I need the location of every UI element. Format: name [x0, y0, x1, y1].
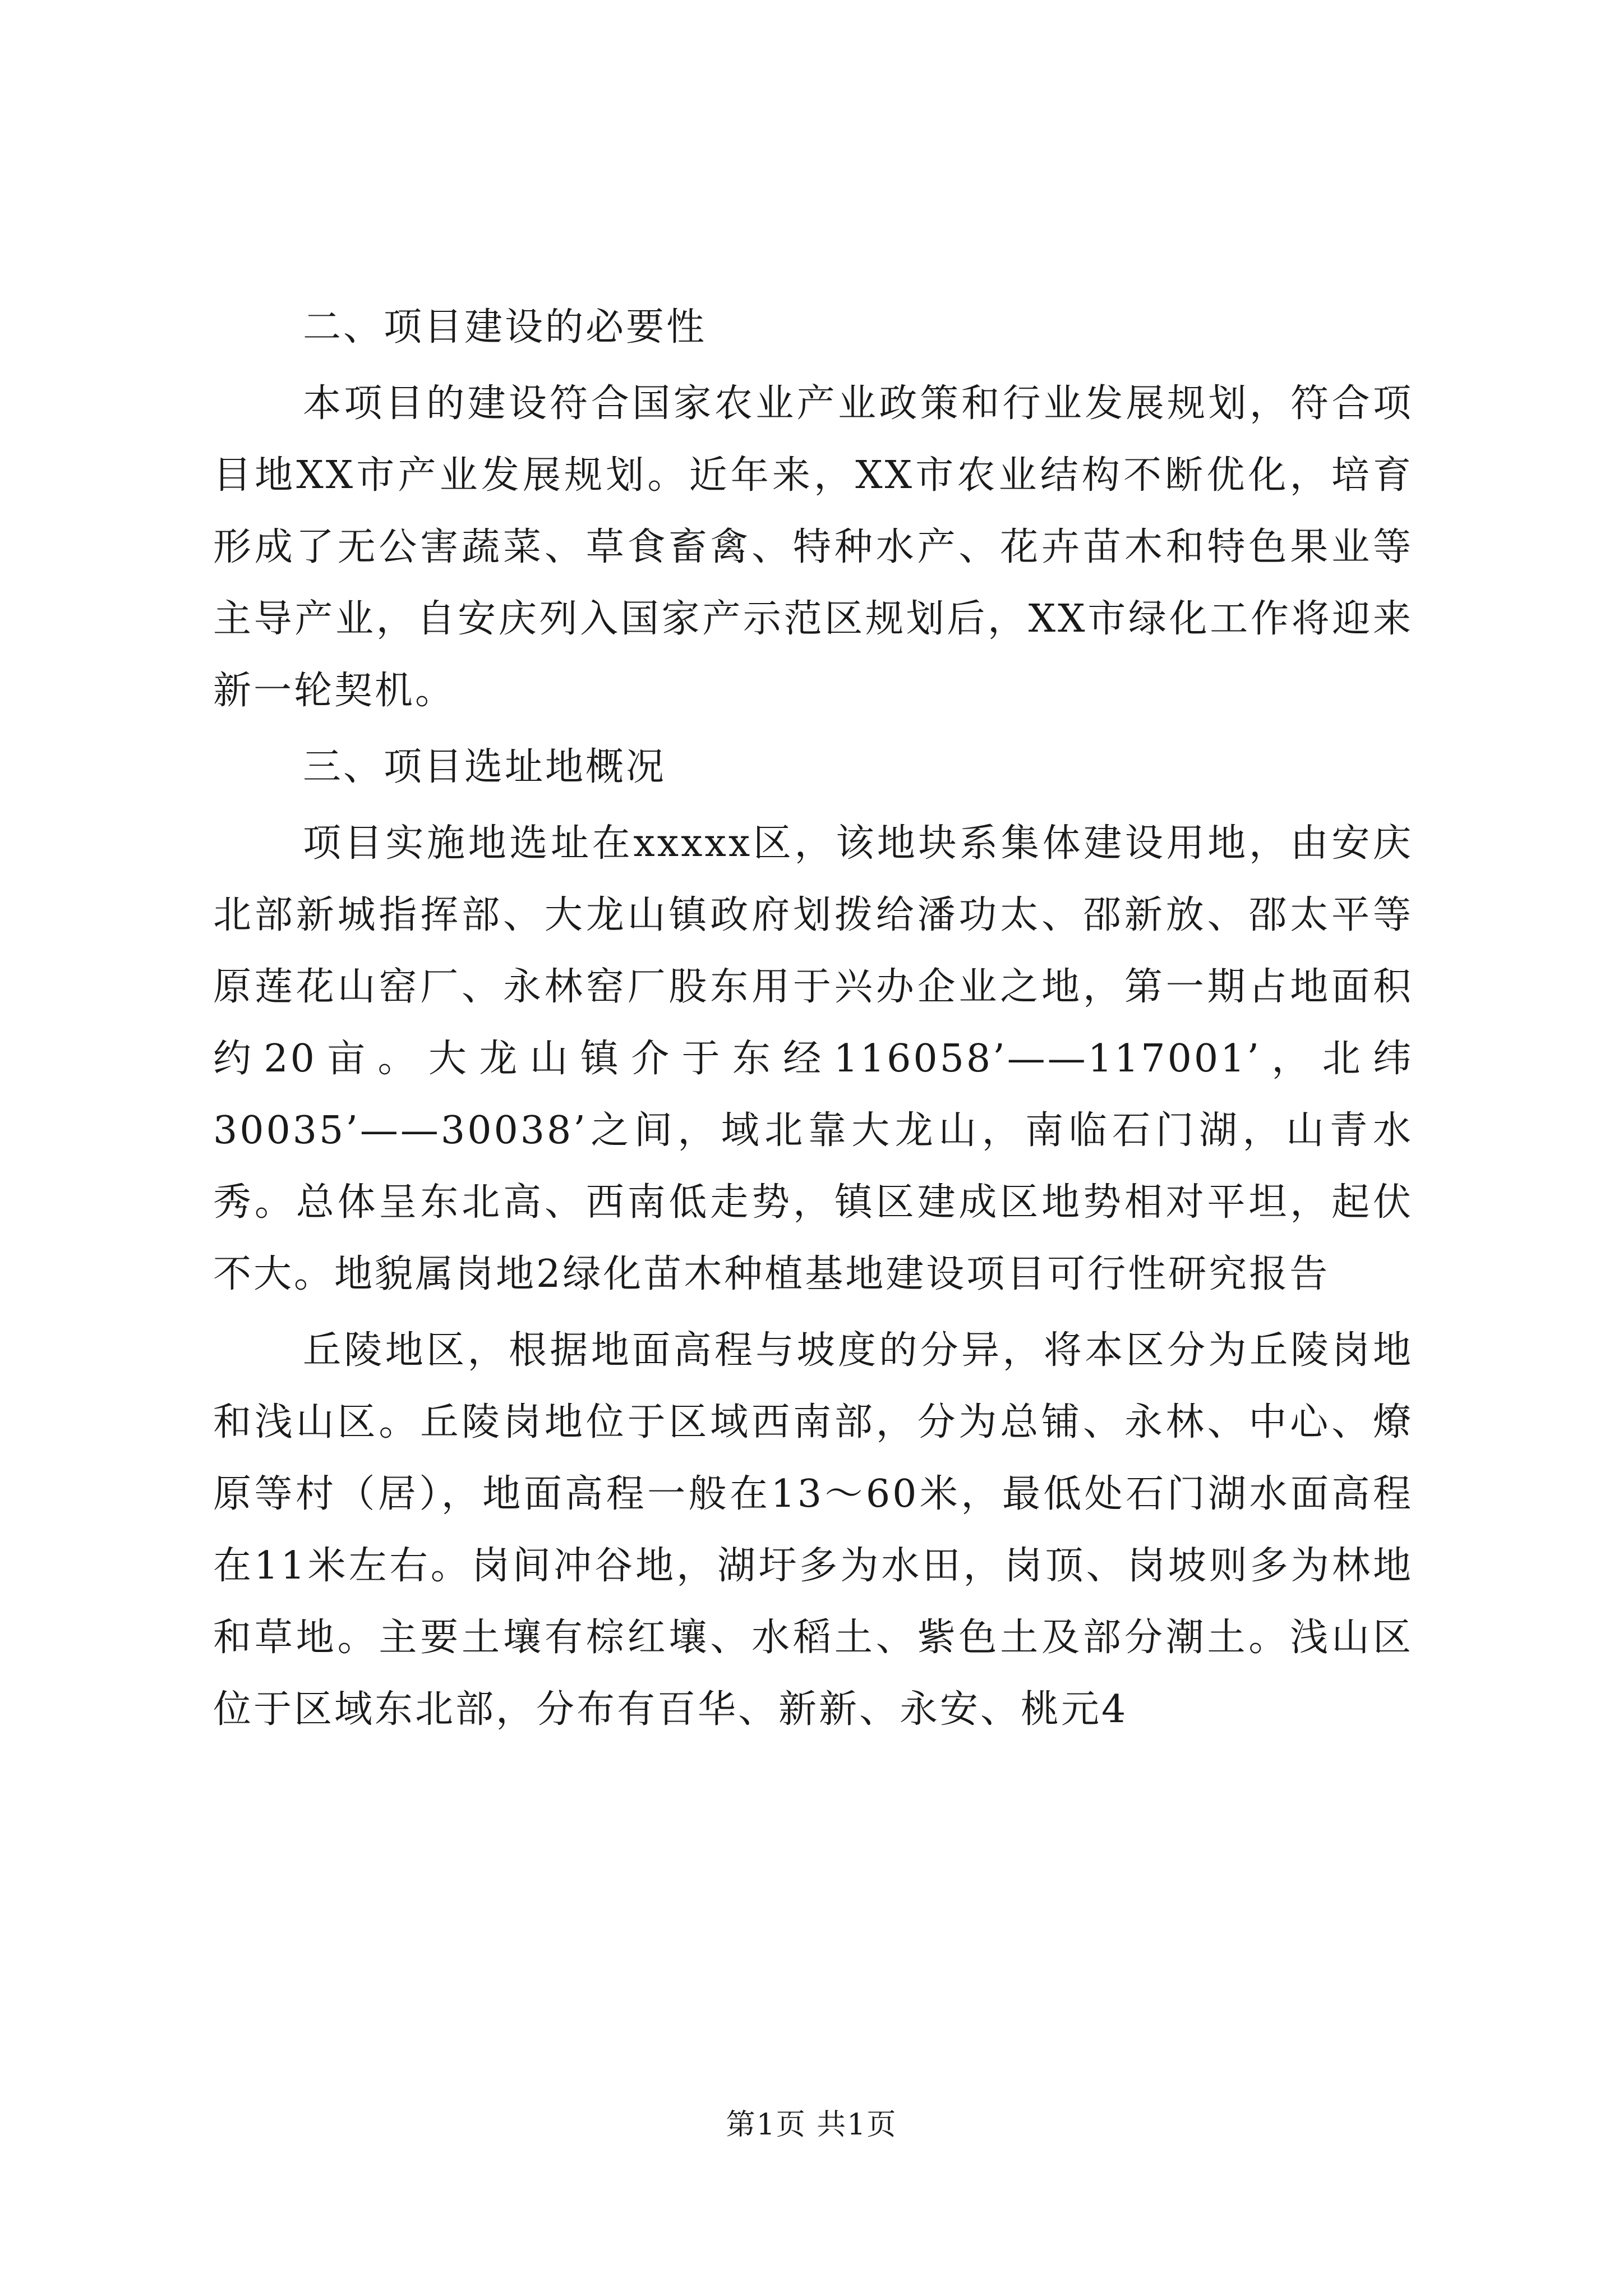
page-footer: 第1页 共1页: [726, 2108, 897, 2142]
paragraph-site-location: 项目实施地选址在xxxxx区，该地块系集体建设用地，由安庆北部新城指挥部、大龙山镇政府划拨给潘功太、邵新放、邵太平等原莲花山窑厂、永林窑厂股东用于兴办企业之地，第一期占地面积约20亩。大龙山镇介于东经116058’——117001’，北纬30035’——30038’之间，域北靠大龙山，南临石门湖，山青水秀。总体呈东北高、西南低走势，镇区建成区地势相对平坦，起伏不大。地貌属岗地2绿化苗木种植基地建设项目可行性研究报告: [213, 821, 1413, 1296]
section-heading-necessity: 二、项目建设的必要性: [303, 305, 707, 349]
paragraph-necessity: 本项目的建设符合国家农业产业政策和行业发展规划，符合项目地XX市产业发展规划。近年来，XX市农业结构不断优化，培育形成了无公害蔬菜、草食畜禽、特种水产、花卉苗木和特色果业等主导产业，自安庆列入国家产示范区规划后，XX市绿化工作将迎来新一轮契机。: [213, 381, 1413, 713]
document-body: [213, 292, 1413, 1750]
paragraph-terrain: 丘陵地区，根据地面高程与坡度的分异，将本区分为丘陵岗地和浅山区。丘陵岗地位于区域西南部，分为总铺、永林、中心、燎原等村（居），地面高程一般在13～60米，最低处石门湖水面高程在11米左右。岗间冲谷地，湖圩多为水田，岗顶、岗坡则多为林地和草地。主要土壤有棕红壤、水稻土、紫色土及部分潮土。浅山区位于区域东北部，分布有百华、新新、永安、桃元4: [213, 1328, 1413, 1732]
section-heading-site-overview: 三、项目选址地概况: [303, 745, 667, 789]
